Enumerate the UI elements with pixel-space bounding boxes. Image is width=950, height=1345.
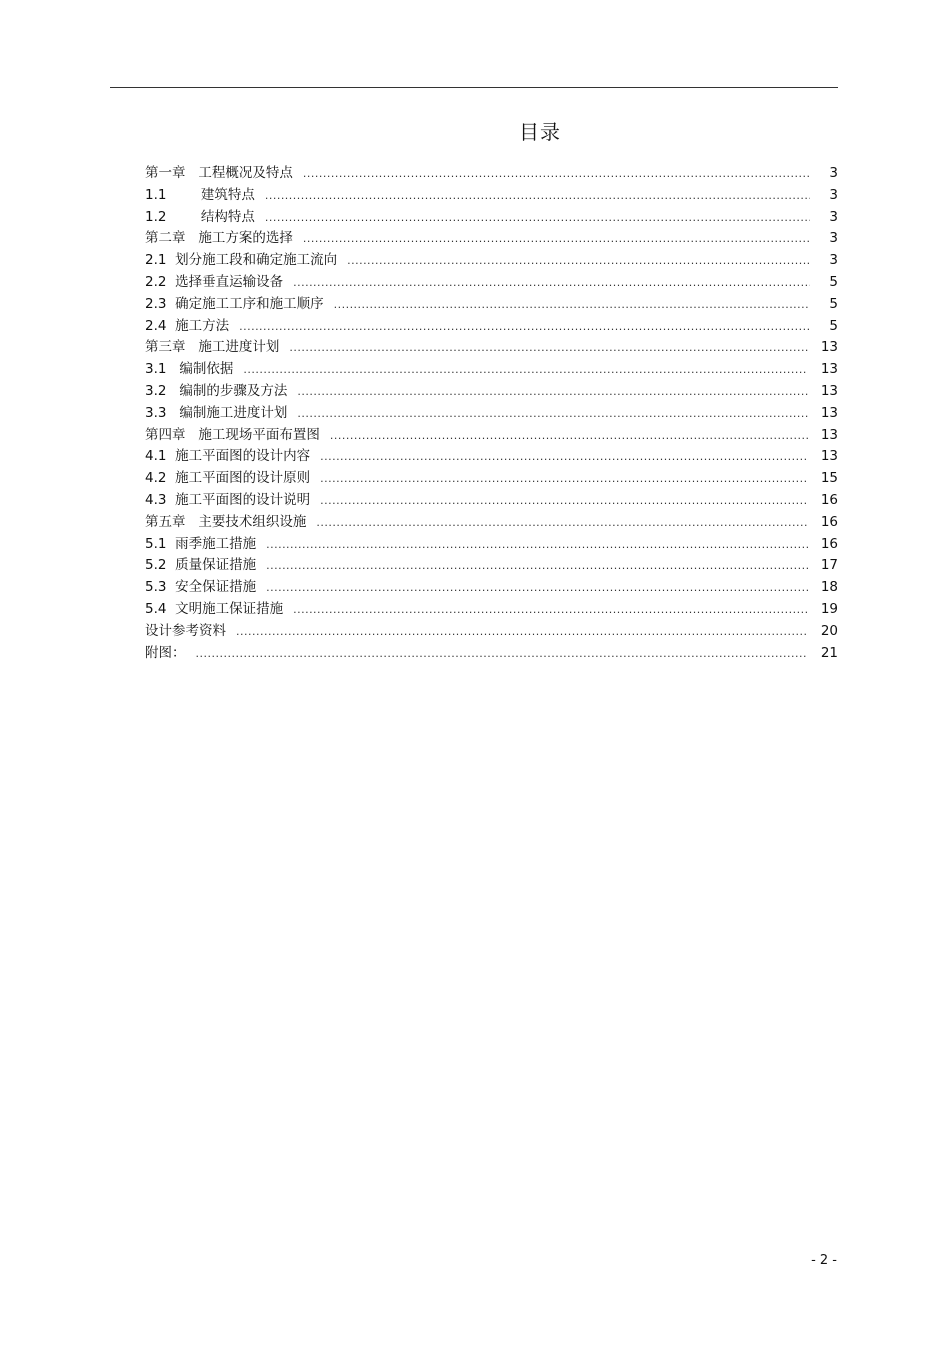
toc-entry[interactable] bbox=[145, 381, 838, 403]
toc-dot-leader bbox=[297, 381, 808, 403]
toc-entry-title: 结构特点 bbox=[166, 208, 255, 225]
toc-entry-page: 16 bbox=[820, 535, 838, 552]
toc-entry-number: 设计参考资料 bbox=[145, 622, 226, 639]
toc-entry-number: 2.1 bbox=[145, 252, 167, 269]
toc-entry-number: 3.3 bbox=[145, 404, 167, 421]
toc-entry-title: 施工现场平面布置图 bbox=[185, 426, 320, 443]
toc-entry-number: 5.1 bbox=[145, 535, 167, 552]
toc-entry[interactable] bbox=[145, 490, 838, 512]
toc-dot-leader bbox=[320, 490, 808, 512]
toc-entry-title: 编制的步骤及方法 bbox=[166, 382, 288, 399]
toc-entry[interactable] bbox=[145, 446, 838, 468]
toc-entry-title: 施工进度计划 bbox=[185, 339, 280, 356]
page-title: 目录 bbox=[519, 120, 561, 144]
toc-entry[interactable] bbox=[145, 468, 838, 490]
toc-entry-page: 13 bbox=[820, 361, 838, 378]
toc-entry-title: 选择垂直运输设备 bbox=[166, 273, 284, 290]
toc-entry[interactable] bbox=[145, 599, 838, 621]
toc-dot-leader bbox=[243, 359, 808, 381]
toc-entry-page: 13 bbox=[820, 426, 838, 443]
toc-entry[interactable] bbox=[145, 621, 838, 643]
toc-entry-title: 建筑特点 bbox=[166, 186, 255, 203]
toc-entry[interactable] bbox=[145, 316, 838, 338]
toc-dot-leader bbox=[330, 425, 808, 447]
toc-entry-title: 施工平面图的设计内容 bbox=[166, 448, 311, 465]
toc-entry-number: 第四章 bbox=[145, 426, 186, 443]
toc-entry-page: 17 bbox=[820, 557, 838, 574]
toc-dot-leader bbox=[289, 337, 808, 359]
toc-entry-number: 1.1 bbox=[145, 186, 167, 203]
toc-dot-leader bbox=[239, 316, 810, 338]
toc-entry-number: 第二章 bbox=[145, 230, 186, 247]
toc-entry-number: 3.1 bbox=[145, 361, 167, 378]
toc-entry-title: 施工平面图的设计原则 bbox=[166, 470, 311, 487]
toc-entry[interactable] bbox=[145, 337, 838, 359]
toc-dot-leader bbox=[303, 163, 810, 185]
page-number: - 2 - bbox=[811, 1253, 837, 1268]
toc-dot-leader bbox=[320, 468, 808, 490]
toc-entry-page: 21 bbox=[820, 644, 838, 661]
toc-dot-leader bbox=[303, 228, 810, 250]
toc-dot-leader bbox=[297, 403, 808, 425]
toc-entry-page: 13 bbox=[820, 339, 838, 356]
toc-entry-number: 第三章 bbox=[145, 339, 186, 356]
header-rule bbox=[110, 87, 838, 88]
toc-dot-leader bbox=[266, 577, 808, 599]
toc-entry[interactable] bbox=[145, 359, 838, 381]
toc-entry-page: 3 bbox=[829, 208, 838, 225]
toc-entry-title: 雨季施工措施 bbox=[166, 535, 257, 552]
toc-dot-leader bbox=[236, 621, 808, 643]
toc-dot-leader bbox=[266, 555, 808, 577]
toc-entry[interactable] bbox=[145, 534, 838, 556]
toc-dot-leader bbox=[347, 250, 810, 272]
toc-entry[interactable] bbox=[145, 643, 838, 665]
toc-entry[interactable] bbox=[145, 425, 838, 447]
toc-dot-leader bbox=[265, 207, 810, 229]
toc-entry-title: 确定施工工序和施工顺序 bbox=[166, 295, 324, 312]
toc-entry-title: 文明施工保证措施 bbox=[166, 600, 284, 617]
toc-entry-number: 2.3 bbox=[145, 295, 167, 312]
toc-entry-page: 5 bbox=[829, 317, 838, 334]
toc-entry-page: 13 bbox=[820, 382, 838, 399]
toc-entry[interactable] bbox=[145, 577, 838, 599]
toc-dot-leader bbox=[293, 599, 808, 621]
table-of-contents bbox=[145, 163, 838, 664]
toc-entry-title: 编制依据 bbox=[166, 361, 234, 378]
toc-entry[interactable] bbox=[145, 272, 838, 294]
toc-entry-title: 编制施工进度计划 bbox=[166, 404, 288, 421]
toc-entry-number: 5.4 bbox=[145, 600, 167, 617]
toc-entry[interactable] bbox=[145, 555, 838, 577]
toc-entry-page: 15 bbox=[820, 470, 838, 487]
toc-entry-page: 3 bbox=[829, 186, 838, 203]
toc-entry-number: 5.3 bbox=[145, 579, 167, 596]
toc-entry-page: 5 bbox=[829, 273, 838, 290]
toc-entry-page: 16 bbox=[820, 491, 838, 508]
toc-entry-number: 5.2 bbox=[145, 557, 167, 574]
toc-entry-page: 3 bbox=[829, 252, 838, 269]
toc-entry-number: 4.1 bbox=[145, 448, 167, 465]
toc-entry[interactable] bbox=[145, 185, 838, 207]
toc-entry-number: 3.2 bbox=[145, 382, 167, 399]
toc-dot-leader bbox=[266, 534, 808, 556]
toc-entry-title: 施工方案的选择 bbox=[185, 230, 293, 247]
toc-entry-page: 16 bbox=[820, 513, 838, 530]
toc-dot-leader bbox=[334, 294, 810, 316]
toc-dot-leader bbox=[320, 446, 808, 468]
toc-entry[interactable] bbox=[145, 512, 838, 534]
toc-entry-number: 第一章 bbox=[145, 165, 186, 181]
toc-entry-page: 13 bbox=[820, 404, 838, 421]
toc-dot-leader bbox=[316, 512, 808, 534]
toc-entry-page: 3 bbox=[829, 165, 838, 181]
toc-entry-number: 附图： bbox=[145, 644, 186, 661]
toc-entry-number: 第五章 bbox=[145, 513, 186, 530]
toc-entry-page: 3 bbox=[829, 230, 838, 247]
toc-entry-page: 13 bbox=[820, 448, 838, 465]
toc-entry-number: 4.2 bbox=[145, 470, 167, 487]
toc-entry[interactable] bbox=[145, 294, 838, 316]
toc-entry[interactable] bbox=[145, 207, 838, 229]
toc-dot-leader bbox=[196, 643, 809, 665]
toc-entry-page: 19 bbox=[820, 600, 838, 617]
toc-entry-title: 安全保证措施 bbox=[166, 579, 257, 596]
toc-dot-leader bbox=[265, 185, 810, 207]
toc-entry[interactable] bbox=[145, 250, 838, 272]
toc-dot-leader bbox=[293, 272, 810, 294]
toc-entry-title: 施工方法 bbox=[166, 317, 230, 334]
toc-entry-title: 施工平面图的设计说明 bbox=[166, 491, 311, 508]
toc-entry-number: 2.2 bbox=[145, 273, 167, 290]
toc-entry[interactable] bbox=[145, 228, 838, 250]
toc-entry-number: 2.4 bbox=[145, 317, 167, 334]
toc-entry-title: 工程概况及特点 bbox=[185, 165, 293, 181]
toc-entry-number: 4.3 bbox=[145, 491, 167, 508]
toc-entry-number: 1.2 bbox=[145, 208, 167, 225]
toc-entry-title: 质量保证措施 bbox=[166, 557, 257, 574]
toc-entry-page: 20 bbox=[820, 622, 838, 639]
toc-entry-page: 18 bbox=[820, 579, 838, 596]
toc-entry[interactable] bbox=[145, 163, 838, 185]
toc-entry-title: 主要技术组织设施 bbox=[185, 513, 307, 530]
toc-entry-page: 5 bbox=[829, 295, 838, 312]
toc-entry[interactable] bbox=[145, 403, 838, 425]
toc-entry-title: 划分施工段和确定施工流向 bbox=[166, 252, 338, 269]
